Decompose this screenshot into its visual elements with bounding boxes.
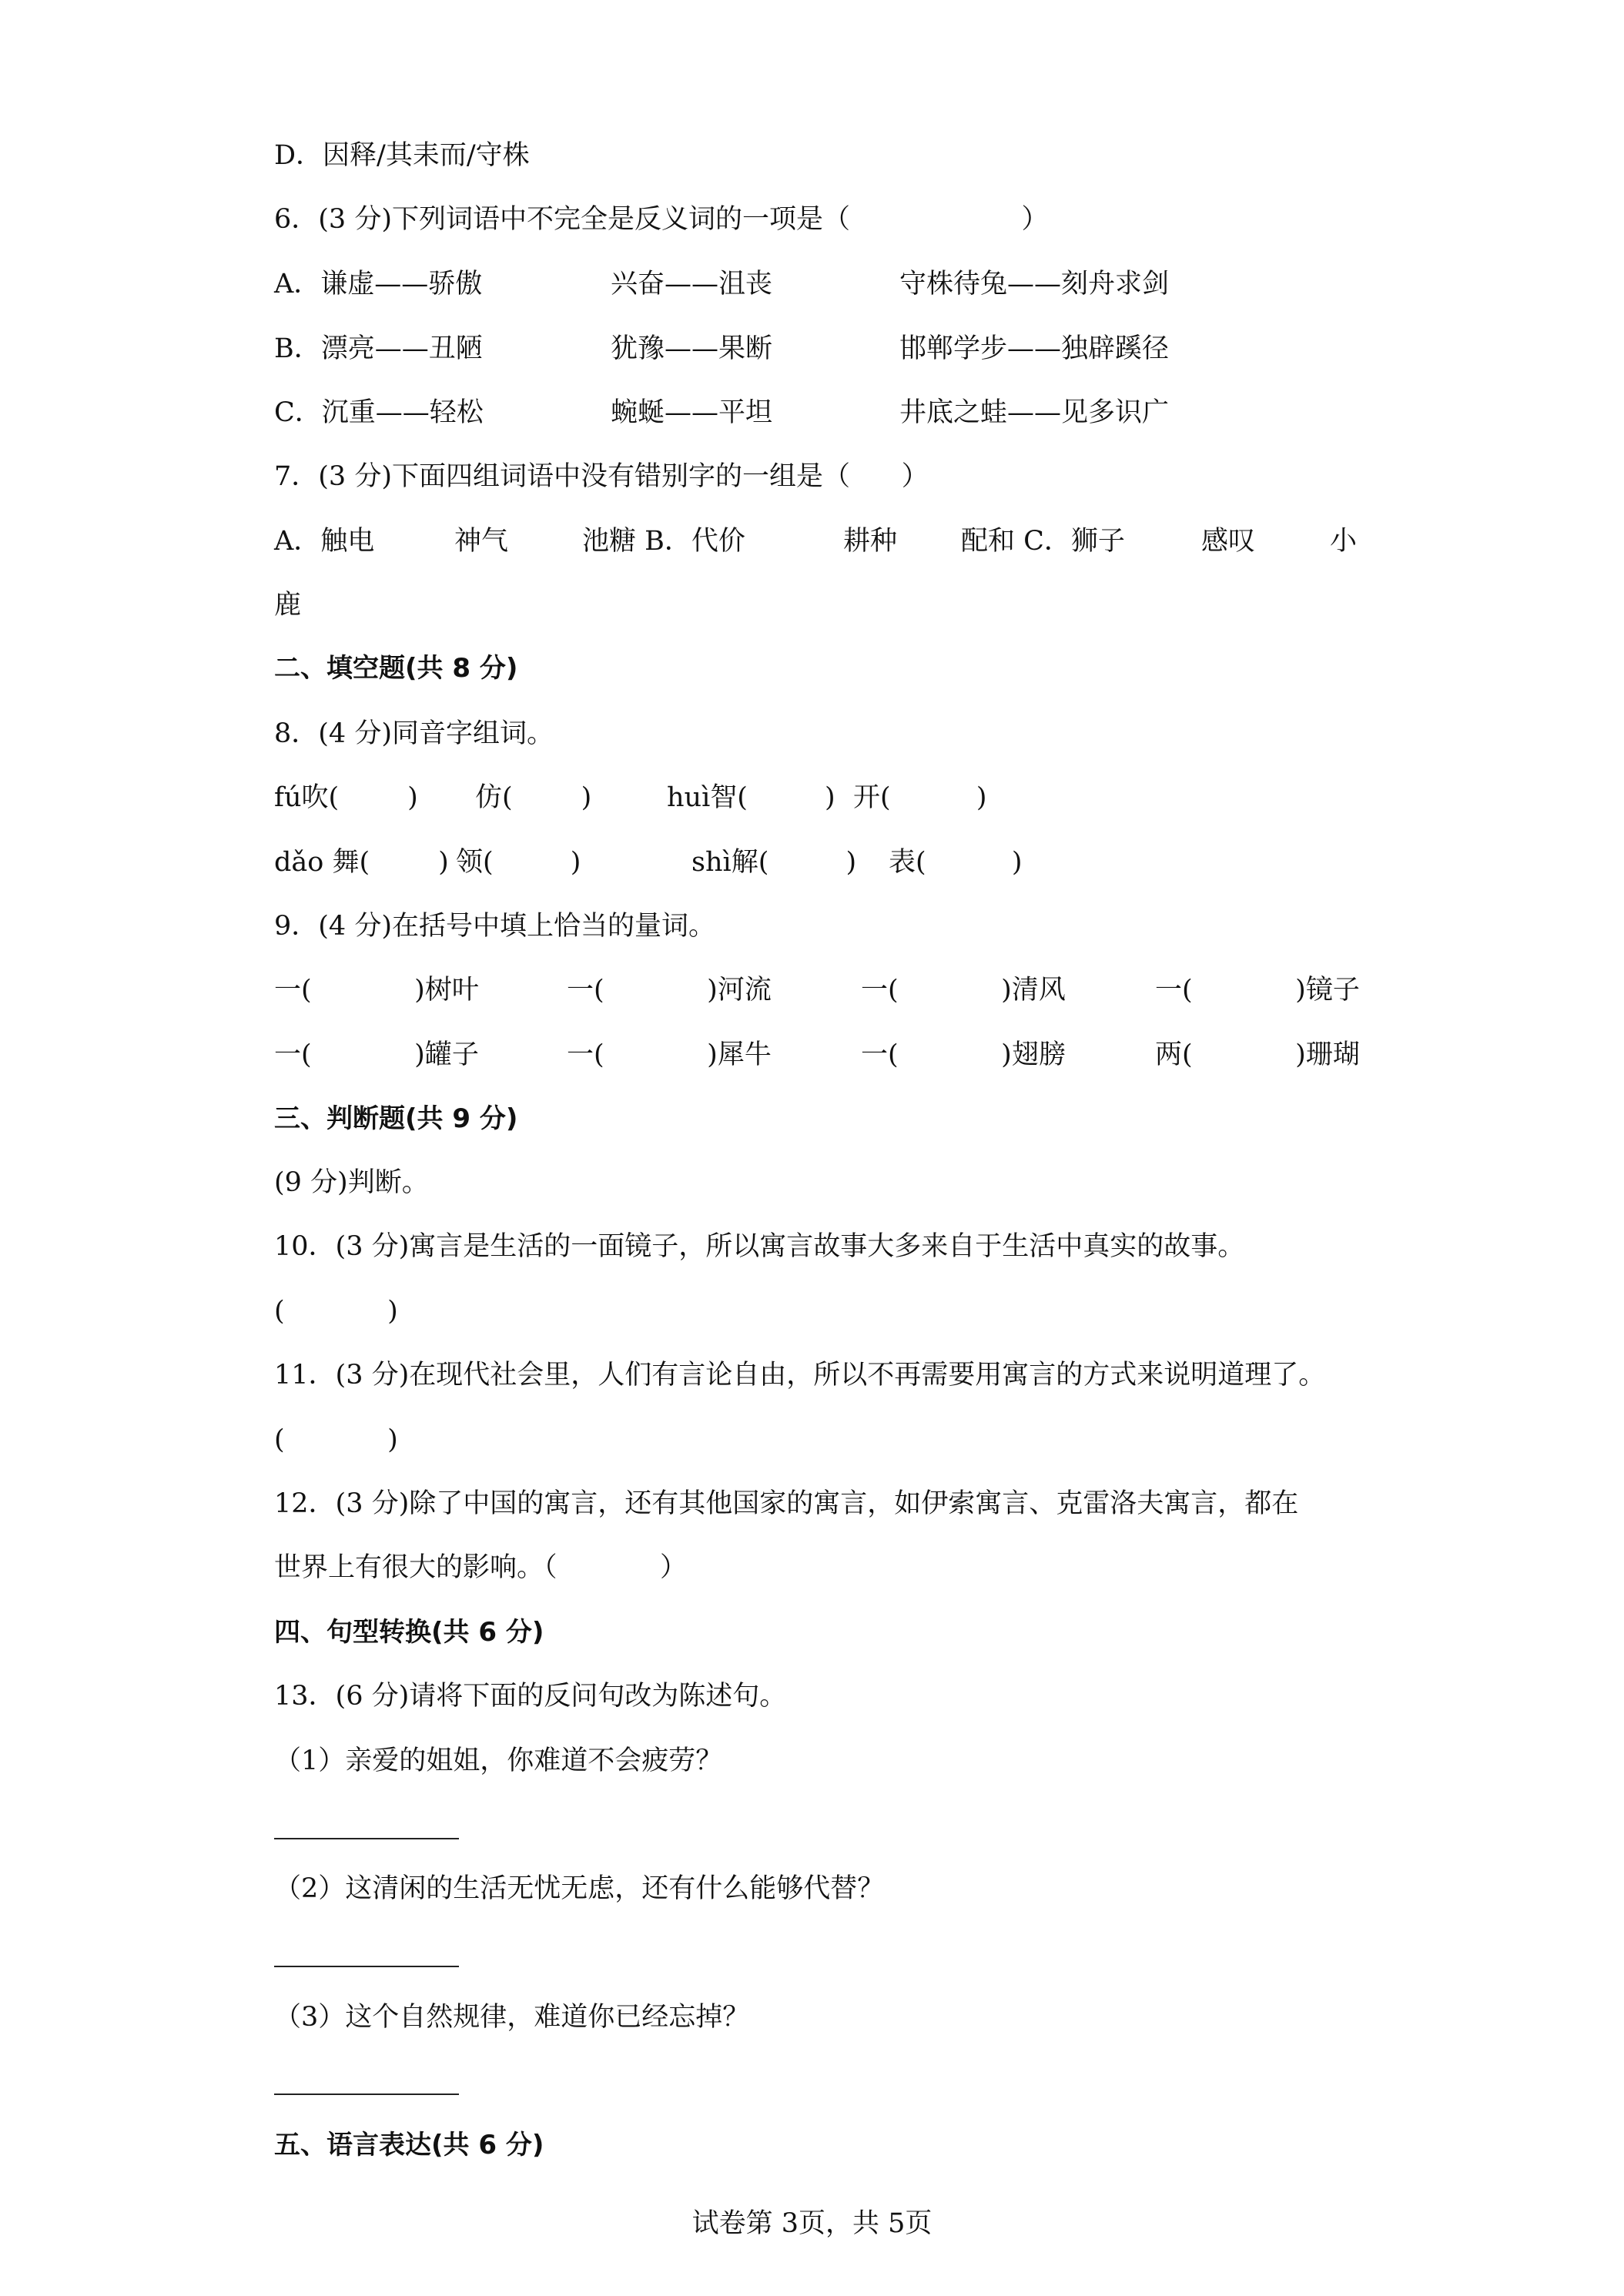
page-footer: 试卷第 3页，共 5页 — [691, 2208, 933, 2239]
q9-row2-4: 两( )珊瑚 — [1155, 1039, 1360, 1070]
q6-a-col3: 守株待兔——刻舟求剑 — [899, 269, 1170, 300]
q7-opt-2: 神气 — [454, 526, 509, 557]
q7-opt-7: 小 — [1330, 526, 1358, 557]
q11-blank[interactable]: ( ) — [274, 1424, 398, 1455]
q9-row1-1: 一( )树叶 — [274, 975, 479, 1006]
q10-stem: 10．(3 分)寓言是生活的一面镜子，所以寓言故事大多来自于生活中真实的故事。 — [274, 1231, 1245, 1262]
q10-blank[interactable]: ( ) — [274, 1296, 398, 1327]
q9-row1-4: 一( )镜子 — [1155, 975, 1360, 1006]
section-4-title: 四、句型转换(共 6 分) — [274, 1617, 544, 1648]
section-3-title: 三、判断题(共 9 分) — [274, 1103, 518, 1134]
q6-stem: 6．(3 分)下列词语中不完全是反义词的一项是（ ） — [274, 204, 1049, 235]
q9-row2-2: 一( )犀牛 — [567, 1039, 772, 1070]
q5-option-d: D．因释/其耒而/守株 — [274, 140, 530, 171]
q9-row2-3: 一( )翅膀 — [861, 1039, 1066, 1070]
q6-c-col1: C．沉重——轻松 — [274, 397, 484, 428]
q8-row2-3: shì解( ) — [691, 847, 857, 878]
q8-row1-2: 仿( ) — [475, 782, 592, 813]
q7-opt-5: 配和 C．狮子 — [961, 526, 1125, 557]
q6-b-col1: B．漂亮——丑陋 — [274, 333, 483, 364]
q7-opt-1: A．触电 — [274, 526, 375, 557]
q8-row1-3: huì智( ) — [667, 782, 835, 813]
q13-answer-line-1[interactable] — [274, 1838, 459, 1839]
q13-item-2: （2）这清闲的生活无忧无虑，还有什么能够代替？ — [274, 1873, 885, 1904]
q6-a-col1: A．谦虚——骄傲 — [274, 269, 483, 300]
q7-stem: 7．(3 分)下面四组词语中没有错别字的一组是（ ） — [274, 461, 929, 492]
q8-row2-4: 表( ) — [889, 847, 1023, 878]
q8-row2-2: 领( ) — [456, 847, 581, 878]
q12-continuation: 世界上有很大的影响。（ ） — [274, 1552, 688, 1583]
q8-stem: 8．(4 分)同音字组词。 — [274, 718, 554, 749]
q9-row1-3: 一( )清风 — [861, 975, 1066, 1006]
section-5-title: 五、语言表达(共 6 分) — [274, 2130, 544, 2160]
q7-opt-3: 池糖 B．代价 — [582, 526, 745, 557]
q6-b-col3: 邯郸学步——独辟蹊径 — [899, 333, 1170, 364]
q8-row1-1: fú吹( ) — [274, 782, 418, 813]
q11-stem: 11．(3 分)在现代社会里，人们有言论自由，所以不再需要用寓言的方式来说明道理了。 — [274, 1360, 1326, 1391]
q13-stem: 13．(6 分)请将下面的反问句改为陈述句。 — [274, 1681, 787, 1712]
q13-item-1: （1）亲爱的姐姐，你难道不会疲劳？ — [274, 1745, 723, 1776]
q6-c-col3: 井底之蛙——见多识广 — [899, 397, 1170, 428]
q6-a-col2: 兴奋——沮丧 — [611, 269, 773, 300]
q8-row1-4: 开( ) — [853, 782, 987, 813]
q7-opt-4: 耕种 — [843, 526, 898, 557]
q13-item-3: （3）这个自然规律，难道你已经忘掉？ — [274, 2002, 750, 2033]
q13-answer-line-2[interactable] — [274, 1966, 459, 1967]
q12-stem: 12．(3 分)除了中国的寓言，还有其他国家的寓言，如伊索寓言、克雷洛夫寓言，都在 — [274, 1488, 1299, 1519]
section-2-title: 二、填空题(共 8 分) — [274, 653, 518, 684]
q9-stem: 9．(4 分)在括号中填上恰当的量词。 — [274, 911, 715, 942]
q8-row2-1: dǎo 舞( ) — [274, 847, 449, 878]
q7-opt-6: 感叹 — [1201, 526, 1256, 557]
q13-answer-line-3[interactable] — [274, 2094, 459, 2095]
q9-row1-2: 一( )河流 — [567, 975, 772, 1006]
q6-b-col2: 犹豫——果断 — [611, 333, 773, 364]
q7-wrap: 鹿 — [274, 590, 302, 621]
q9-row2-1: 一( )罐子 — [274, 1039, 479, 1070]
q6-c-col2: 蜿蜒——平坦 — [611, 397, 773, 428]
judge-intro: (9 分)判断。 — [274, 1167, 429, 1198]
